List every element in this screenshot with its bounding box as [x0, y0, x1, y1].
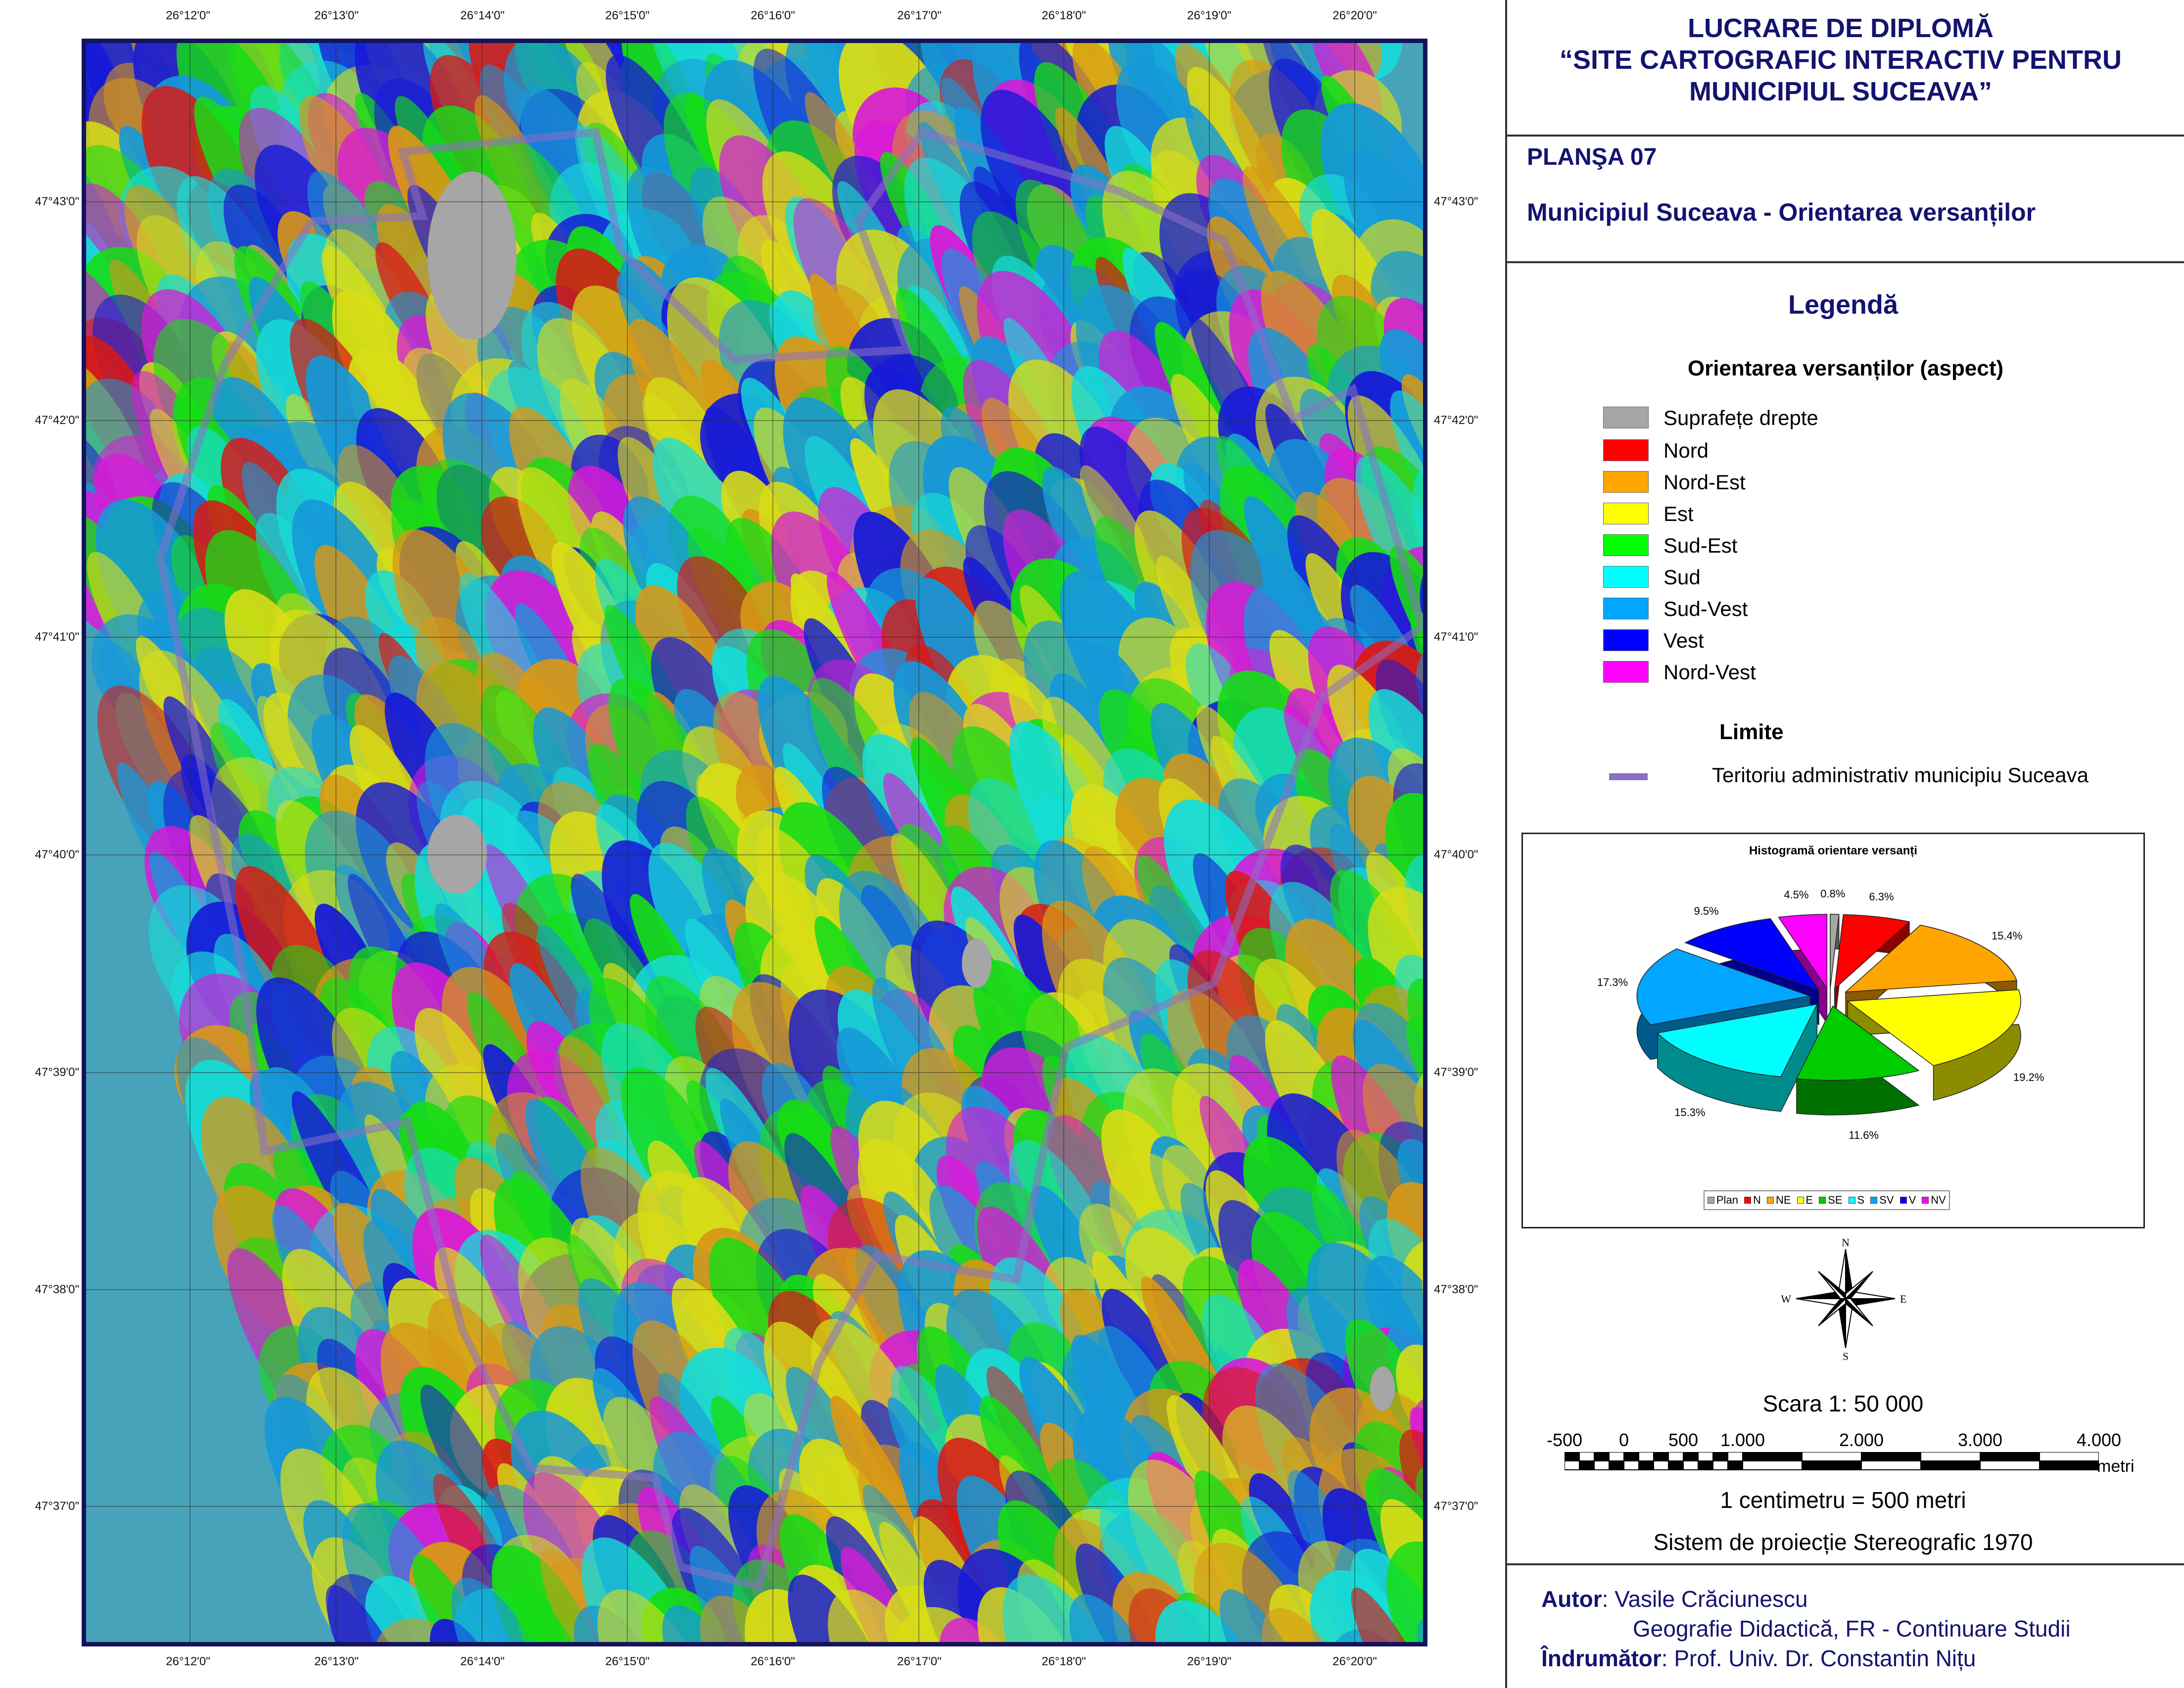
- legend-swatch: [1603, 439, 1649, 461]
- advisor-label: Îndrumător: [1541, 1645, 1662, 1671]
- chart-legend-item: [1708, 1194, 1738, 1207]
- scale-bar-segment: [1654, 1452, 1668, 1461]
- chart-legend-label: NE: [1775, 1194, 1791, 1206]
- scale-bar-segment: [1609, 1461, 1624, 1470]
- aspect-legend-title: Orientarea versanților (aspect): [1687, 356, 2004, 380]
- compass-rose-icon: [1781, 1234, 1910, 1363]
- pie-slice-label: 6.3%: [1869, 891, 1894, 903]
- compass-n: N: [1842, 1236, 1850, 1249]
- chart-legend-label: Plan: [1716, 1194, 1739, 1206]
- chart-legend-label: N: [1753, 1194, 1761, 1206]
- latitude-label: 47°43'0": [1434, 195, 1478, 208]
- legend-swatch: [1603, 566, 1649, 588]
- panel-divider: [1505, 0, 1507, 1688]
- scale-bar-tick-label: 1.000: [1720, 1430, 1765, 1450]
- scale-bar-tick-label: 0: [1618, 1430, 1629, 1450]
- pie-slice-label: 9.5%: [1694, 904, 1719, 917]
- scale-bar-segment: [1683, 1452, 1698, 1461]
- pie-slice-label: 17.3%: [1597, 976, 1628, 989]
- longitude-label: 26°20'0": [1332, 1655, 1377, 1668]
- chart-legend-item: [1849, 1194, 1865, 1207]
- scale-bar-tick-label: 4.000: [2076, 1430, 2122, 1450]
- scale-bar-segment: [1921, 1461, 1980, 1470]
- pie-slice-label: 0.8%: [1820, 888, 1846, 900]
- chart-legend-swatch: [1767, 1197, 1774, 1204]
- chart-legend-item: [1767, 1194, 1791, 1207]
- program-line: Geografie Didactică, FR - Continuare Studii: [1633, 1616, 2071, 1641]
- legend-label: Suprafețe drepte: [1663, 406, 1818, 429]
- longitude-label: 26°19'0": [1187, 9, 1232, 22]
- scale-bar-segment: [1579, 1461, 1594, 1470]
- scale-bar-segment: [1713, 1461, 1728, 1470]
- scale-bar-segment: [1565, 1461, 1579, 1470]
- latitude-label: 47°37'0": [35, 1500, 79, 1513]
- scale-bar-segment: [1668, 1461, 1683, 1470]
- latitude-label: 47°39'0": [35, 1066, 79, 1079]
- scale-bar-segment: [1802, 1452, 1861, 1461]
- panel-divider: [1505, 1563, 2184, 1565]
- chart-legend-label: E: [1805, 1194, 1813, 1206]
- compass-w: W: [1781, 1293, 1791, 1305]
- latitude-label: 47°40'0": [35, 848, 79, 861]
- title-block: [1512, 12, 2170, 107]
- latitude-label: 47°41'0": [35, 630, 79, 644]
- longitude-label: 26°16'0": [751, 9, 795, 22]
- scale-bar-segment: [2040, 1461, 2099, 1470]
- scale-bar-segment: [1654, 1461, 1668, 1470]
- scale-bar-segment: [1698, 1452, 1713, 1461]
- aspect-raster: [86, 43, 1423, 1642]
- scale-bar: [1565, 1452, 2099, 1472]
- longitude-label: 26°15'0": [605, 9, 650, 22]
- chart-legend-swatch: [1870, 1197, 1877, 1204]
- chart-legend-item: [1797, 1194, 1813, 1207]
- latitude-label: 47°38'0": [1434, 1283, 1478, 1296]
- chart-legend-swatch: [1797, 1197, 1804, 1204]
- longitude-label: 26°18'0": [1042, 1655, 1086, 1668]
- scale-ratio: Scara 1: 50 000: [1762, 1391, 1924, 1416]
- chart-legend-item: [1922, 1194, 1946, 1207]
- scale-bar-segment: [1713, 1452, 1728, 1461]
- scale-bar-segment: [2040, 1452, 2099, 1461]
- chart-legend-label: NV: [1931, 1194, 1946, 1206]
- latitude-label: 47°42'0": [35, 414, 79, 427]
- aspect-histogram: [1521, 833, 2145, 1228]
- legend-swatch: [1603, 503, 1649, 524]
- chart-legend-label: SV: [1879, 1194, 1894, 1206]
- chart-legend-swatch: [1922, 1197, 1929, 1204]
- scale-bar-segment: [1565, 1452, 1579, 1461]
- scale-bar-tick-label: -500: [1546, 1430, 1583, 1450]
- projection-text: Sistem de proiecție Stereografic 1970: [1653, 1529, 2033, 1555]
- latitude-label: 47°40'0": [1434, 848, 1478, 861]
- longitude-label: 26°18'0": [1042, 9, 1086, 22]
- scale-bar-segment: [1594, 1461, 1609, 1470]
- pie-slice-label: 11.6%: [1849, 1128, 1879, 1141]
- legend-swatch: [1603, 407, 1649, 428]
- scale-bar-segment: [1683, 1461, 1698, 1470]
- title-line: “SITE CARTOGRAFIC INTERACTIV PENTRU: [1559, 45, 2122, 75]
- longitude-label: 26°14'0": [460, 1655, 505, 1668]
- chart-legend: [1704, 1190, 1950, 1210]
- pie-slice-label: 15.4%: [1991, 929, 2023, 942]
- longitude-label: 26°19'0": [1187, 1655, 1232, 1668]
- chart-legend-item: [1819, 1194, 1842, 1207]
- legend-label: Vest: [1663, 629, 1704, 652]
- scale-equivalence: 1 centimetru = 500 metri: [1720, 1487, 1966, 1513]
- scale-bar-tick-label: 3.000: [1957, 1430, 2003, 1450]
- longitude-label: 26°15'0": [605, 1655, 650, 1668]
- compass-e: E: [1900, 1293, 1907, 1305]
- latitude-label: 47°37'0": [1434, 1500, 1478, 1513]
- title-line: LUCRARE DE DIPLOMĂ: [1688, 13, 1994, 43]
- chart-legend-swatch: [1849, 1197, 1855, 1204]
- scale-bar-segment: [1624, 1452, 1639, 1461]
- scale-bar-segment: [1861, 1452, 1921, 1461]
- chart-legend-label: SE: [1828, 1194, 1843, 1206]
- chart-legend-label: S: [1857, 1194, 1865, 1206]
- scale-bar-segment: [1743, 1452, 1802, 1461]
- scale-bar-segment: [1579, 1452, 1594, 1461]
- map-subtitle: Municipiul Suceava - Orientarea versanților: [1527, 198, 2036, 226]
- panel-divider: [1505, 135, 2184, 137]
- legend-swatch: [1603, 661, 1649, 683]
- scale-unit: metri: [2097, 1457, 2135, 1476]
- legend-label: Nord-Est: [1663, 470, 1746, 494]
- latitude-label: 47°42'0": [1434, 414, 1478, 427]
- pie-slice-label: 19.2%: [2013, 1071, 2044, 1083]
- title-line: MUNICIPIUL SUCEAVA”: [1689, 77, 1993, 106]
- legend-label: Sud: [1663, 565, 1701, 589]
- legend-label: Sud-Est: [1663, 534, 1738, 557]
- aspect-map[interactable]: [82, 39, 1427, 1646]
- legend-title: Legendă: [1788, 290, 1899, 320]
- chart-legend-item: [1900, 1194, 1916, 1207]
- advisor-name: : Prof. Univ. Dr. Constantin Nițu: [1661, 1645, 1976, 1671]
- scale-bar-segment: [1594, 1452, 1609, 1461]
- legend-label: Est: [1663, 502, 1694, 525]
- compass-s: S: [1842, 1350, 1849, 1362]
- scale-bar-segment: [1668, 1452, 1683, 1461]
- scale-bar-segment: [1639, 1452, 1654, 1461]
- longitude-label: 26°20'0": [1332, 9, 1377, 22]
- limit-swatch: [1609, 773, 1648, 780]
- longitude-label: 26°17'0": [897, 1655, 942, 1668]
- longitude-label: 26°13'0": [314, 1655, 359, 1668]
- chart-title: Histogramă orientare versanți: [1749, 844, 1918, 857]
- legend-label: Nord-Vest: [1663, 660, 1756, 684]
- scale-bar-segment: [1624, 1461, 1639, 1470]
- legend-swatch: [1603, 471, 1649, 493]
- scale-bar-segment: [1698, 1461, 1713, 1470]
- pie-slice-label: 4.5%: [1784, 889, 1809, 901]
- scale-bar-segment: [1609, 1452, 1624, 1461]
- latitude-label: 47°43'0": [35, 195, 79, 208]
- longitude-label: 26°12'0": [166, 9, 210, 22]
- chart-legend-swatch: [1744, 1197, 1751, 1204]
- panel-divider: [1505, 261, 2184, 263]
- latitude-label: 47°41'0": [1434, 630, 1478, 644]
- chart-legend-item: [1744, 1194, 1761, 1207]
- legend-label: Nord: [1663, 439, 1709, 462]
- longitude-label: 26°16'0": [751, 1655, 795, 1668]
- longitude-label: 26°12'0": [166, 1655, 210, 1668]
- scale-bar-tick-label: 2.000: [1839, 1430, 1884, 1450]
- chart-legend-item: [1870, 1194, 1894, 1207]
- scale-bar-segment: [1728, 1461, 1743, 1470]
- plate-number: PLANŞA 07: [1527, 144, 1657, 170]
- scale-bar-tick-label: 500: [1668, 1430, 1699, 1450]
- chart-legend-swatch: [1900, 1197, 1907, 1204]
- legend-swatch: [1603, 598, 1649, 619]
- longitude-label: 26°13'0": [314, 9, 359, 22]
- scale-bar-segment: [1743, 1461, 1802, 1470]
- limits-title: Limite: [1719, 720, 1784, 744]
- advisor-line: [1541, 1645, 1976, 1672]
- scale-bar-segment: [1861, 1461, 1921, 1470]
- chart-legend-swatch: [1708, 1197, 1714, 1204]
- longitude-label: 26°14'0": [460, 9, 505, 22]
- scale-bar-segment: [1980, 1461, 2040, 1470]
- legend-swatch: [1603, 629, 1649, 651]
- north-arrow: [1781, 1234, 1910, 1365]
- scale-bar-segment: [1921, 1452, 1980, 1461]
- author-name: : Vasile Crăciunescu: [1602, 1586, 1808, 1612]
- legend-label: Sud-Vest: [1663, 597, 1748, 620]
- chart-legend-label: V: [1908, 1194, 1916, 1206]
- scale-bar-segment: [1802, 1461, 1861, 1470]
- limit-label: Teritoriu administrativ municipiu Suceava: [1712, 763, 2089, 787]
- latitude-label: 47°39'0": [1434, 1066, 1478, 1079]
- author-line: [1541, 1586, 1808, 1612]
- legend-swatch: [1603, 534, 1649, 556]
- scale-bar-segment: [1728, 1452, 1743, 1461]
- author-label: Autor: [1541, 1586, 1602, 1612]
- pie-slice-label: 15.3%: [1674, 1106, 1706, 1119]
- latitude-label: 47°38'0": [35, 1283, 79, 1296]
- chart-legend-swatch: [1819, 1197, 1826, 1204]
- scale-bar-segment: [1980, 1452, 2040, 1461]
- longitude-label: 26°17'0": [897, 9, 942, 22]
- scale-bar-segment: [1639, 1461, 1654, 1470]
